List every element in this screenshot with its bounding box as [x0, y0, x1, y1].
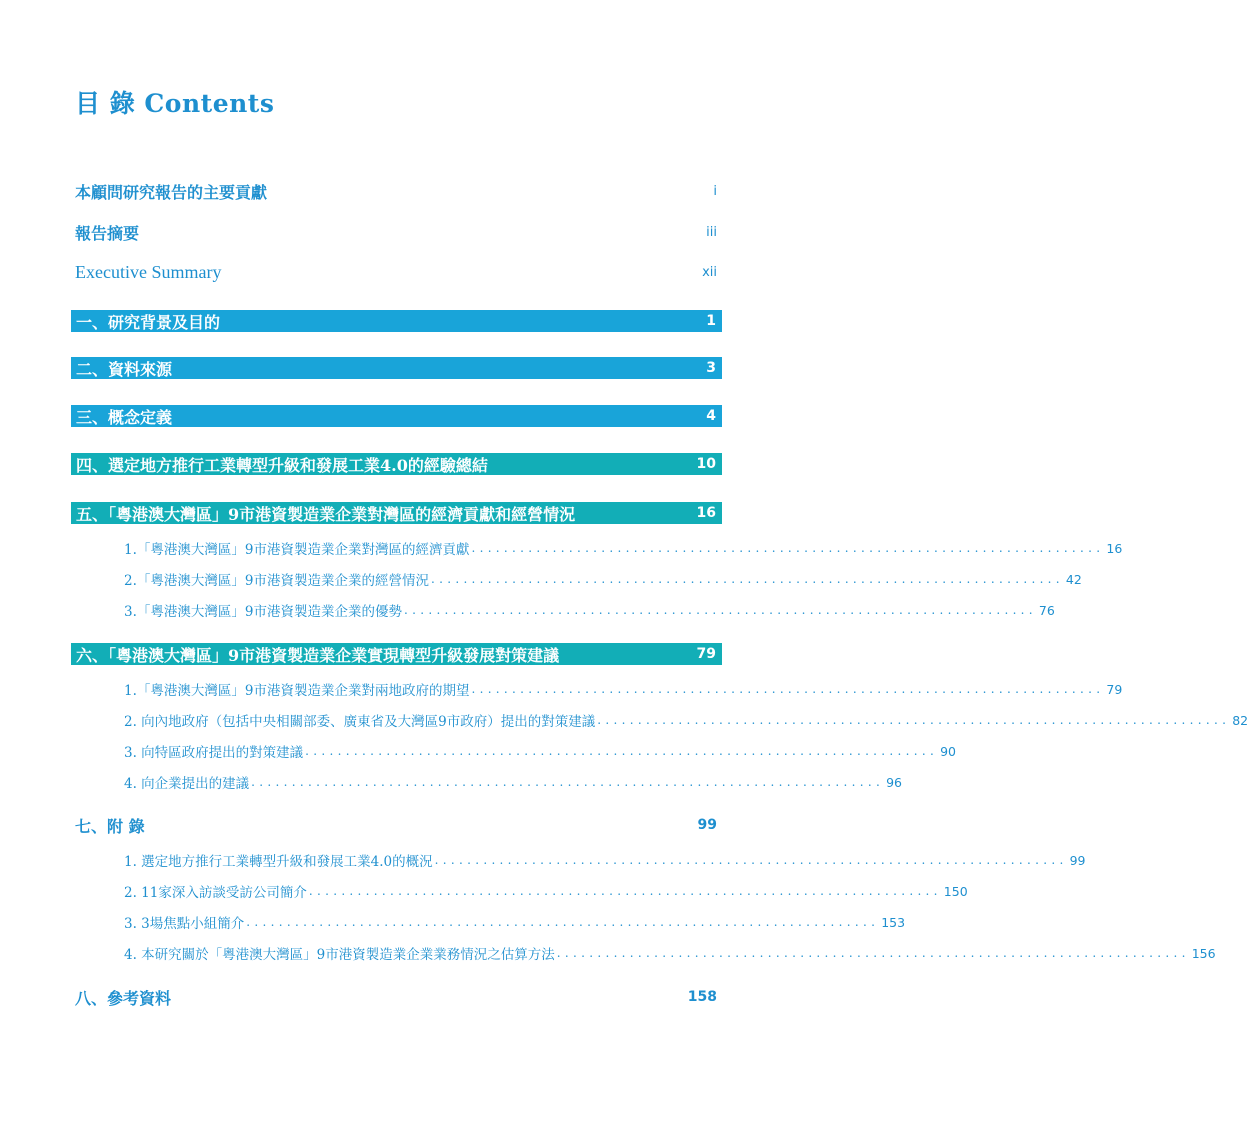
- toc-entry-label: 報告摘要: [75, 223, 140, 243]
- toc-subentry[interactable]: [124, 599, 1055, 621]
- toc-chapter-5[interactable]: [71, 502, 722, 524]
- toc-entry-summary[interactable]: [75, 220, 717, 244]
- toc-subentry[interactable]: [124, 537, 1123, 559]
- toc-subentry[interactable]: [124, 740, 957, 762]
- dot-leader: ..............................................................................: [246, 915, 880, 929]
- subentry-label: 1. 選定地方推行工業轉型升級和發展工業4.0的概況: [124, 854, 433, 870]
- toc-title: 目 錄 Contents: [75, 89, 275, 118]
- subentry-label: 4. 本研究關於「粵港澳大灣區」9市港資製造業企業業務情況之估算方法: [124, 947, 555, 963]
- toc-subentry[interactable]: [124, 709, 1248, 731]
- toc-subentry[interactable]: [124, 911, 906, 933]
- chapter-page: 4: [706, 408, 716, 424]
- toc-subentry[interactable]: [124, 880, 968, 902]
- toc-subentry[interactable]: [124, 568, 1082, 590]
- chapter-label: 四、選定地方推行工業轉型升級和發展工業4.0的經驗總結: [76, 455, 488, 475]
- toc-subentry[interactable]: [124, 771, 903, 793]
- subentry-label: 2.「粵港澳大灣區」9市港資製造業企業的經營情況: [124, 573, 429, 589]
- dot-leader: ..............................................................................: [308, 884, 942, 898]
- dot-leader: ..............................................................................: [471, 541, 1105, 555]
- subentry-label: 1.「粵港澳大灣區」9市港資製造業企業對灣區的經濟貢獻: [124, 542, 470, 558]
- chapter-page: 3: [706, 360, 716, 376]
- subentry-label: 4. 向企業提出的建議: [124, 776, 250, 792]
- toc-entry-executive-summary[interactable]: [75, 260, 717, 284]
- subentry-page: 99: [1069, 852, 1086, 868]
- chapter-label: 五、「粵港澳大灣區」9市港資製造業企業對灣區的經濟貢獻和經營情況: [76, 504, 576, 524]
- chapter-label: 三、概念定義: [76, 407, 173, 427]
- subentry-page: 150: [943, 883, 968, 899]
- dot-leader: ..............................................................................: [251, 775, 885, 789]
- toc-entry-page: iii: [706, 224, 717, 240]
- toc-entry-label: 本顧問研究報告的主要貢獻: [75, 182, 268, 202]
- chapter-page: 16: [696, 505, 716, 521]
- subentry-page: 76: [1038, 602, 1055, 618]
- toc-chapter-1[interactable]: [71, 310, 722, 332]
- toc-entry-page: xii: [702, 264, 717, 280]
- chapter-label: 二、資料來源: [76, 359, 173, 379]
- toc-chapter-8[interactable]: [75, 985, 717, 1009]
- toc-entry-label: Executive Summary: [75, 261, 222, 282]
- toc-chapter-7[interactable]: [75, 813, 717, 837]
- subentry-label: 3. 3場焦點小組簡介: [124, 916, 245, 932]
- subentry-label: 3.「粵港澳大灣區」9市港資製造業企業的優勢: [124, 604, 402, 620]
- subentry-page: 153: [881, 914, 906, 930]
- chapter-label: 六、「粵港澳大灣區」9市港資製造業企業實現轉型升級發展對策建議: [76, 645, 560, 665]
- subentry-page: 16: [1106, 540, 1123, 556]
- toc-entry-contributions[interactable]: [75, 179, 717, 203]
- toc-subentry[interactable]: [124, 678, 1123, 700]
- subentry-page: 156: [1191, 945, 1216, 961]
- dot-leader: ..............................................................................: [471, 682, 1105, 696]
- chapter-page: 1: [706, 313, 716, 329]
- dot-leader: ..............................................................................: [430, 572, 1064, 586]
- dot-leader: ..............................................................................: [597, 713, 1231, 727]
- subentry-page: 96: [886, 774, 903, 790]
- toc-subentry[interactable]: [124, 942, 1216, 964]
- toc-chapter-3[interactable]: [71, 405, 722, 427]
- chapter-page: 158: [687, 989, 717, 1005]
- dot-leader: ..............................................................................: [556, 946, 1190, 960]
- toc-chapter-4[interactable]: [71, 453, 722, 475]
- subentry-page: 79: [1106, 681, 1123, 697]
- subentry-label: 2. 11家深入訪談受訪公司簡介: [124, 885, 307, 901]
- chapter-page: 10: [696, 456, 716, 472]
- subentry-page: 90: [940, 743, 957, 759]
- chapter-page: 99: [697, 817, 717, 833]
- subentry-page: 42: [1065, 571, 1082, 587]
- chapter-page: 79: [696, 646, 716, 662]
- subentry-label: 3. 向特區政府提出的對策建議: [124, 745, 304, 761]
- chapter-label: 一、研究背景及目的: [76, 312, 221, 332]
- dot-leader: ..............................................................................: [403, 603, 1037, 617]
- toc-chapter-2[interactable]: [71, 357, 722, 379]
- dot-leader: ..............................................................................: [434, 853, 1068, 867]
- subentry-label: 1.「粵港澳大灣區」9市港資製造業企業對兩地政府的期望: [124, 683, 470, 699]
- chapter-label: 七、附 錄: [75, 816, 145, 836]
- toc-subentry[interactable]: [124, 849, 1086, 871]
- toc-entry-page: i: [713, 183, 717, 199]
- toc-chapter-6[interactable]: [71, 643, 722, 665]
- dot-leader: ..............................................................................: [305, 744, 939, 758]
- chapter-label: 八、參考資料: [75, 988, 172, 1008]
- subentry-page: 82: [1232, 712, 1248, 728]
- subentry-label: 2. 向內地政府（包括中央相關部委、廣東省及大灣區9市政府）提出的對策建議: [124, 714, 596, 730]
